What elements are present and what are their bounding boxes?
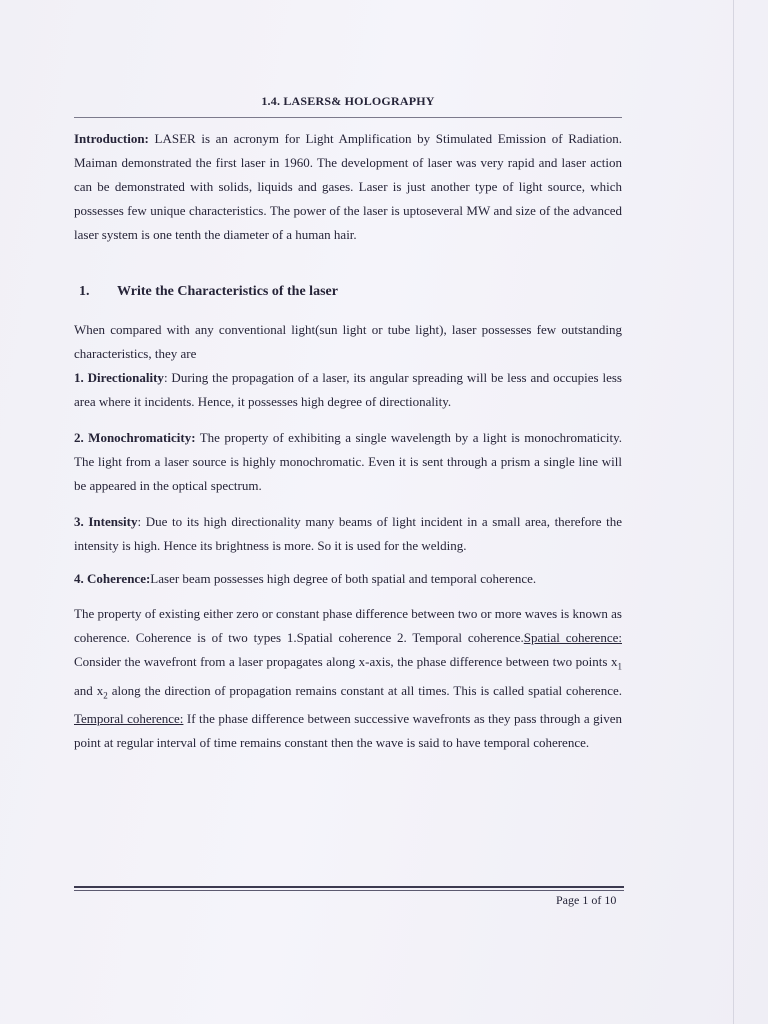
subscript-1: 1	[617, 661, 622, 672]
item-1-text: : During the propagation of a laser, its angular spreading will be less and occupies less area where it incidents. Hence, it possesses high degree of directionality.	[74, 370, 622, 409]
page-edge-shadow	[733, 0, 734, 1024]
intro-label: Introduction:	[74, 131, 149, 146]
intro-paragraph	[74, 127, 622, 247]
coherence-text-3: and x	[74, 682, 104, 698]
temporal-coherence-term: Temporal coherence:	[74, 711, 184, 727]
intro-text: LASER is an acronym for Light Amplification by Stimulated Emission of Radiation. Maiman demonstrated the first laser in 1960. The development of laser was very rapid and laser action can be demonstrated with solids, liquids and gases. Laser is just another type of light source, which possesses few unique characteristics. The power of the laser is uptoseveral MW and size of the advanced laser system is one tenth the diameter of a human hair.	[74, 131, 622, 242]
title-underline-rule	[74, 117, 622, 118]
page-number: Page 1 of 10	[556, 893, 617, 907]
coherence-text-5: If the phase difference between successive wavefronts as they pass through a given point at regular interval of time remains constant then the wave is said to have temporal coherence.	[74, 711, 623, 751]
coherence-text-2: Consider the wavefront from a laser propagates along x-axis, the phase difference between two points x	[74, 654, 618, 669]
item-4-label: 4. Coherence:	[74, 571, 151, 586]
item-3-label: 3. Intensity	[74, 514, 138, 529]
item-1-label: 1. Directionality	[74, 370, 164, 385]
section-number: 1.	[79, 284, 90, 299]
item-4-paragraph	[74, 567, 622, 591]
section-title: Write the Characteristics of the laser	[117, 284, 338, 299]
footer-rule-thin	[74, 890, 624, 891]
item-3-paragraph	[74, 510, 622, 558]
footer-rule-thick	[74, 886, 624, 888]
item-2-paragraph	[74, 426, 622, 498]
section-heading	[79, 284, 338, 300]
item-2-label: 2. Monochromaticity:	[74, 430, 196, 445]
item-2-text: The property of exhibiting a single wavelength by a light is monochromaticity. The light from a laser source is highly monochromatic. Even it is sent through a prism a single line will be appeared in the optical spectrum.	[74, 430, 622, 493]
subscript-2: 2	[103, 690, 108, 701]
item-4-text: Laser beam possesses high degree of both spatial and temporal coherence.	[150, 571, 537, 586]
section-lead-paragraph	[74, 318, 622, 414]
section-lead-text: When compared with any conventional light(sun light or tube light), laser possesses few outstanding characteristics, they are	[74, 322, 622, 361]
item-3-text: : Due to its high directionality many beams of light incident in a small area, therefore the intensity is high. Hence its brightness is more. So it is used for the welding.	[74, 514, 622, 553]
coherence-paragraph	[74, 602, 622, 755]
spatial-coherence-term: Spatial coherence:	[523, 630, 622, 645]
coherence-text-4: along the direction of propagation remains constant at all times. This is called spatial coherence.	[107, 682, 622, 698]
coherence-text-1: The property of existing either zero or constant phase difference between two or more waves is known as coherence. Coherence is of two types 1.Spatial coherence 2. Temporal coherence.	[74, 606, 622, 645]
document-title: 1.4. LASERS& HOLOGRAPHY	[261, 94, 435, 108]
